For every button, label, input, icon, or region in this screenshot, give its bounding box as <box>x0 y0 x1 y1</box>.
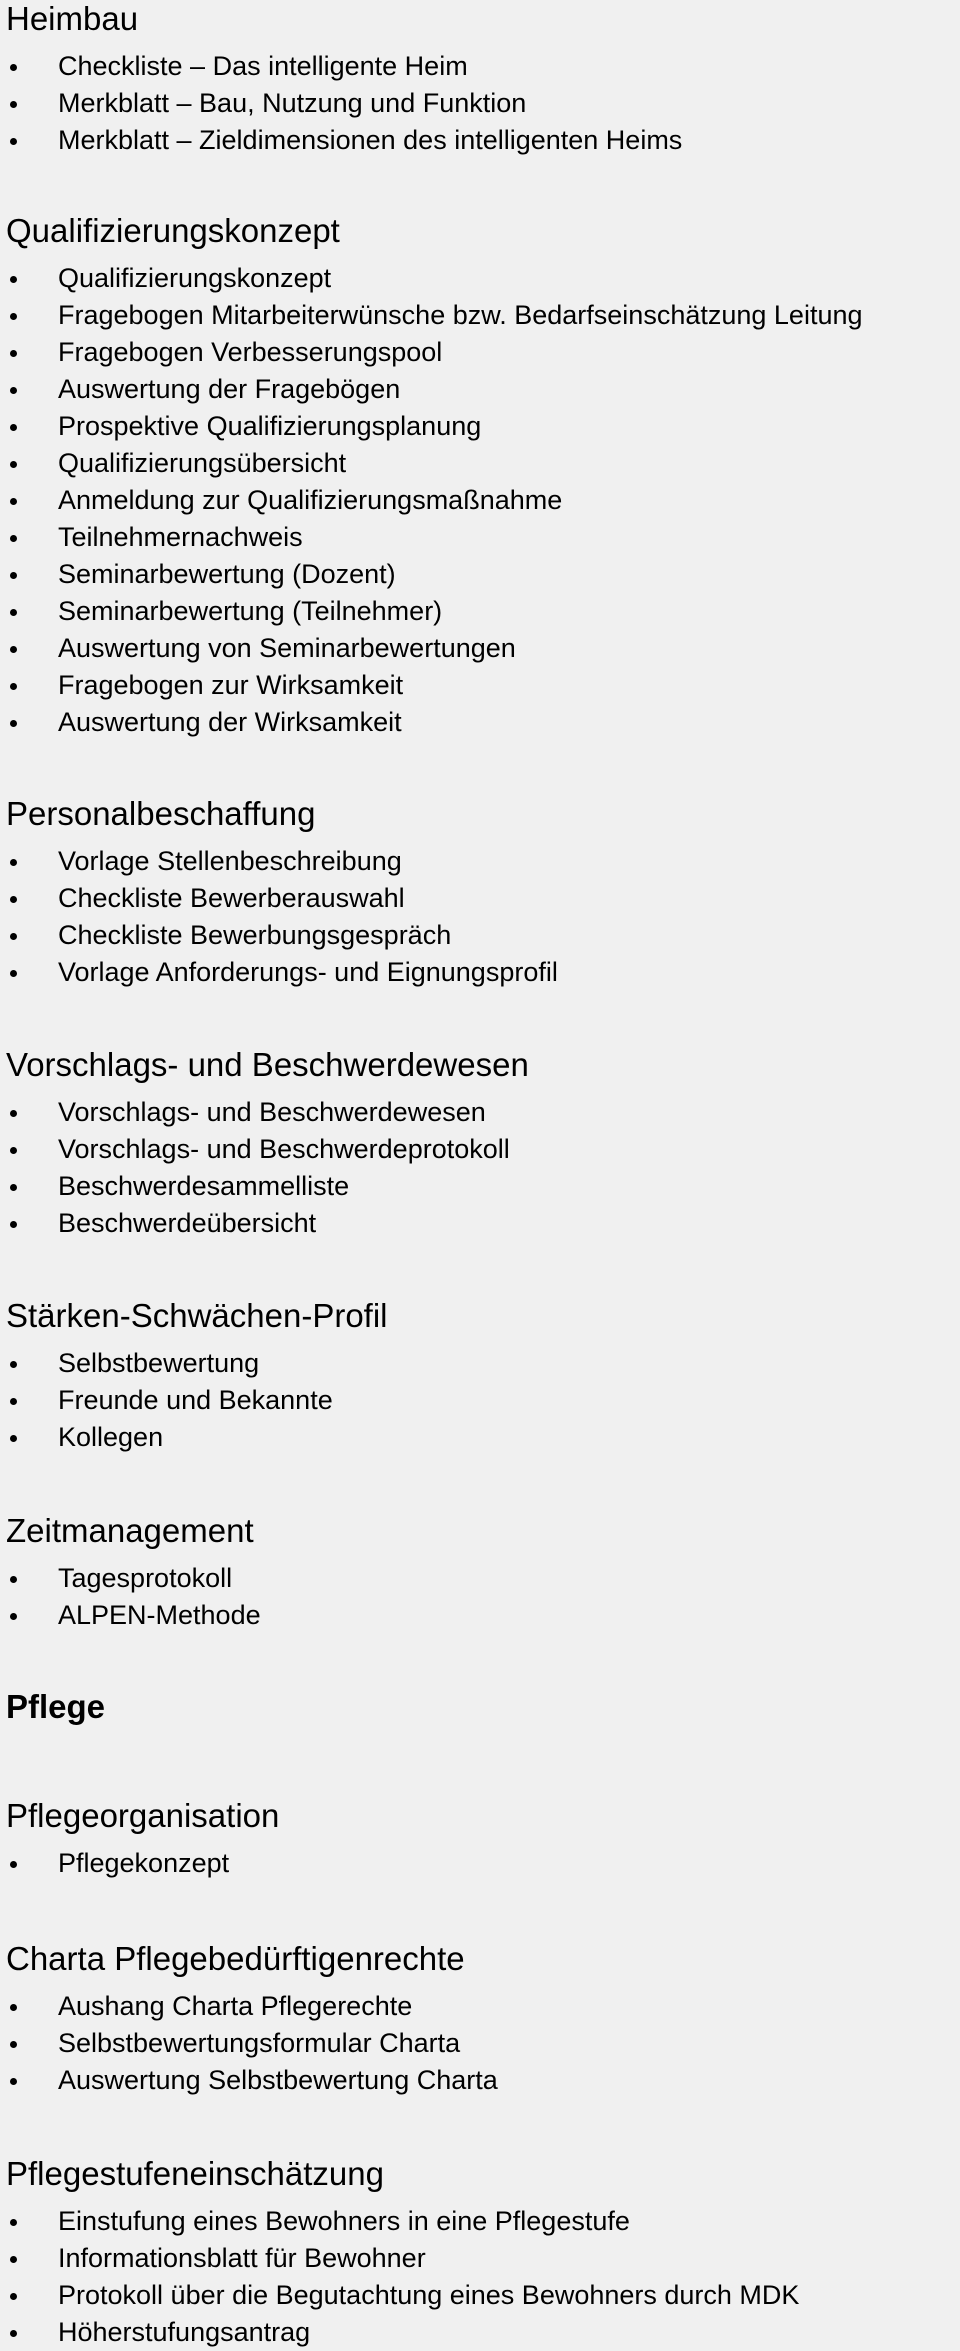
section-heimbau <box>6 0 683 155</box>
list-item-text: Fragebogen Verbesserungspool <box>58 337 443 367</box>
section-staerken-schwaechen-profil <box>6 1297 388 1452</box>
list-item <box>6 2314 799 2351</box>
list-item <box>6 2025 498 2062</box>
list-item <box>6 630 863 667</box>
list-item <box>6 1382 333 1419</box>
list-item-text: Merkblatt – Zieldimensionen des intelligenten Heims <box>58 125 683 155</box>
bullet-list <box>6 1988 498 2099</box>
list-item-text: Auswertung der Wirksamkeit <box>58 707 402 737</box>
section-heading: Heimbau <box>6 0 139 37</box>
bullet-list <box>6 260 863 741</box>
list-item-text: Vorschlags- und Beschwerdewesen <box>58 1097 486 1127</box>
list-item <box>6 297 863 334</box>
bullet-icon <box>10 609 17 616</box>
section-vorschlags-und-beschwerdewesen <box>6 1046 529 1238</box>
list-item-text: Pflegekonzept <box>58 1848 230 1878</box>
list-item-text: Höherstufungsantrag <box>58 2317 311 2347</box>
list-item-text: Vorlage Stellenbeschreibung <box>58 846 402 876</box>
bullet-icon <box>10 1221 17 1228</box>
bullet-icon <box>10 970 17 977</box>
bullet-icon <box>10 498 17 505</box>
bullet-icon <box>10 1613 17 1620</box>
section-heading: Pflege <box>6 1688 106 1725</box>
list-item <box>6 334 863 371</box>
section-heading: Pflegeorganisation <box>6 1797 280 1834</box>
list-item <box>6 917 558 954</box>
list-item <box>6 2203 799 2240</box>
section-qualifizierungskonzept <box>6 212 863 737</box>
bullet-icon <box>10 1861 17 1868</box>
bullet-icon <box>10 1398 17 1405</box>
list-item-text: Protokoll über die Begutachtung eines Bewohners durch MDK <box>58 2280 800 2310</box>
section-heading: Pflegestufeneinschätzung <box>6 2155 384 2192</box>
list-item-text: Selbstbewertung <box>58 1348 260 1378</box>
bullet-icon <box>10 461 17 468</box>
bullet-icon <box>10 2219 17 2226</box>
list-item <box>6 260 863 297</box>
bullet-list <box>6 1094 510 1242</box>
bullet-icon <box>10 2078 17 2085</box>
list-item <box>6 954 558 991</box>
list-item <box>6 519 863 556</box>
list-item-text: Auswertung der Fragebögen <box>58 374 401 404</box>
list-item-text: Fragebogen zur Wirksamkeit <box>58 670 404 700</box>
bullet-icon <box>10 1147 17 1154</box>
bullet-list <box>6 1345 333 1456</box>
bullet-icon <box>10 387 17 394</box>
list-item-text: ALPEN-Methode <box>58 1600 261 1630</box>
list-item <box>6 1597 261 1634</box>
list-item <box>6 704 863 741</box>
list-item-text: Checkliste Bewerbungsgespräch <box>58 920 452 950</box>
list-item <box>6 1345 333 1382</box>
bullet-icon <box>10 683 17 690</box>
list-item <box>6 2277 799 2314</box>
bullet-icon <box>10 313 17 320</box>
list-item <box>6 1131 510 1168</box>
bullet-icon <box>10 1435 17 1442</box>
bullet-icon <box>10 2330 17 2337</box>
list-item <box>6 1205 510 1242</box>
section-heading: Vorschlags- und Beschwerdewesen <box>6 1046 529 1083</box>
bullet-icon <box>10 2293 17 2300</box>
list-item-text: Informationsblatt für Bewohner <box>58 2243 426 2273</box>
section-personalbeschaffung <box>6 795 558 987</box>
list-item-text: Aushang Charta Pflegerechte <box>58 1991 413 2021</box>
list-item <box>6 2240 799 2277</box>
section-pflege <box>6 1688 105 1726</box>
bullet-icon <box>10 2004 17 2011</box>
bullet-list <box>6 1845 229 1882</box>
bullet-icon <box>10 350 17 357</box>
bullet-list <box>6 2203 799 2351</box>
bullet-icon <box>10 138 17 145</box>
bullet-icon <box>10 424 17 431</box>
bullet-list <box>6 48 682 159</box>
list-item-text: Checkliste – Das intelligente Heim <box>58 51 468 81</box>
list-item <box>6 2062 498 2099</box>
bullet-icon <box>10 859 17 866</box>
bullet-icon <box>10 64 17 71</box>
bullet-icon <box>10 572 17 579</box>
list-item-text: Beschwerdesammelliste <box>58 1171 350 1201</box>
section-heading: Stärken-Schwächen-Profil <box>6 1297 388 1334</box>
bullet-list <box>6 1560 261 1634</box>
section-charta-pflegebeduerftigenrechte <box>6 1940 498 2095</box>
list-item <box>6 593 863 630</box>
list-item-text: Prospektive Qualifizierungsplanung <box>58 411 482 441</box>
list-item <box>6 1845 229 1882</box>
list-item-text: Qualifizierungskonzept <box>58 263 332 293</box>
list-item-text: Auswertung Selbstbewertung Charta <box>58 2065 498 2095</box>
list-item <box>6 445 863 482</box>
section-heading: Charta Pflegebedürftigenrechte <box>6 1940 465 1977</box>
list-item <box>6 85 682 122</box>
list-item-text: Anmeldung zur Qualifizierungsmaßnahme <box>58 485 563 515</box>
section-zeitmanagement <box>6 1512 261 1630</box>
bullet-list <box>6 843 558 991</box>
list-item <box>6 556 863 593</box>
list-item <box>6 48 682 85</box>
bullet-icon <box>10 646 17 653</box>
section-heading: Personalbeschaffung <box>6 795 316 832</box>
list-item-text: Selbstbewertungsformular Charta <box>58 2028 461 2058</box>
bullet-icon <box>10 1110 17 1117</box>
bullet-icon <box>10 2256 17 2263</box>
list-item <box>6 122 682 159</box>
list-item-text: Auswertung von Seminarbewertungen <box>58 633 516 663</box>
bullet-icon <box>10 1184 17 1191</box>
list-item-text: Tagesprotokoll <box>58 1563 233 1593</box>
list-item-text: Freunde und Bekannte <box>58 1385 333 1415</box>
bullet-icon <box>10 2041 17 2048</box>
list-item-text: Seminarbewertung (Teilnehmer) <box>58 596 443 626</box>
list-item <box>6 482 863 519</box>
list-item <box>6 667 863 704</box>
list-item <box>6 1168 510 1205</box>
list-item <box>6 843 558 880</box>
list-item <box>6 1560 261 1597</box>
section-heading: Zeitmanagement <box>6 1512 254 1549</box>
list-item <box>6 371 863 408</box>
list-item-text: Beschwerdeübersicht <box>58 1208 317 1238</box>
list-item-text: Checkliste Bewerberauswahl <box>58 883 405 913</box>
section-pflegeorganisation <box>6 1797 280 1878</box>
bullet-icon <box>10 101 17 108</box>
list-item-text: Qualifizierungsübersicht <box>58 448 347 478</box>
list-item <box>6 880 558 917</box>
bullet-icon <box>10 1361 17 1368</box>
list-item-text: Vorschlags- und Beschwerdeprotokoll <box>58 1134 510 1164</box>
list-item <box>6 1988 498 2025</box>
list-item-text: Merkblatt – Bau, Nutzung und Funktion <box>58 88 527 118</box>
bullet-icon <box>10 720 17 727</box>
bullet-icon <box>10 276 17 283</box>
bullet-icon <box>10 535 17 542</box>
list-item-text: Fragebogen Mitarbeiterwünsche bzw. Bedarfseinschätzung Leitung <box>58 300 863 330</box>
list-item <box>6 408 863 445</box>
list-item-text: Kollegen <box>58 1422 164 1452</box>
section-heading: Qualifizierungskonzept <box>6 212 340 249</box>
list-item-text: Einstufung eines Bewohners in eine Pflegestufe <box>58 2206 630 2236</box>
list-item <box>6 1419 333 1456</box>
list-item-text: Vorlage Anforderungs- und Eignungsprofil <box>58 957 558 987</box>
list-item-text: Seminarbewertung (Dozent) <box>58 559 396 589</box>
bullet-icon <box>10 933 17 940</box>
bullet-icon <box>10 896 17 903</box>
list-item <box>6 1094 510 1131</box>
section-pflegestufeneinschaetzung <box>6 2155 800 2347</box>
bullet-icon <box>10 1576 17 1583</box>
list-item-text: Teilnehmernachweis <box>58 522 303 552</box>
